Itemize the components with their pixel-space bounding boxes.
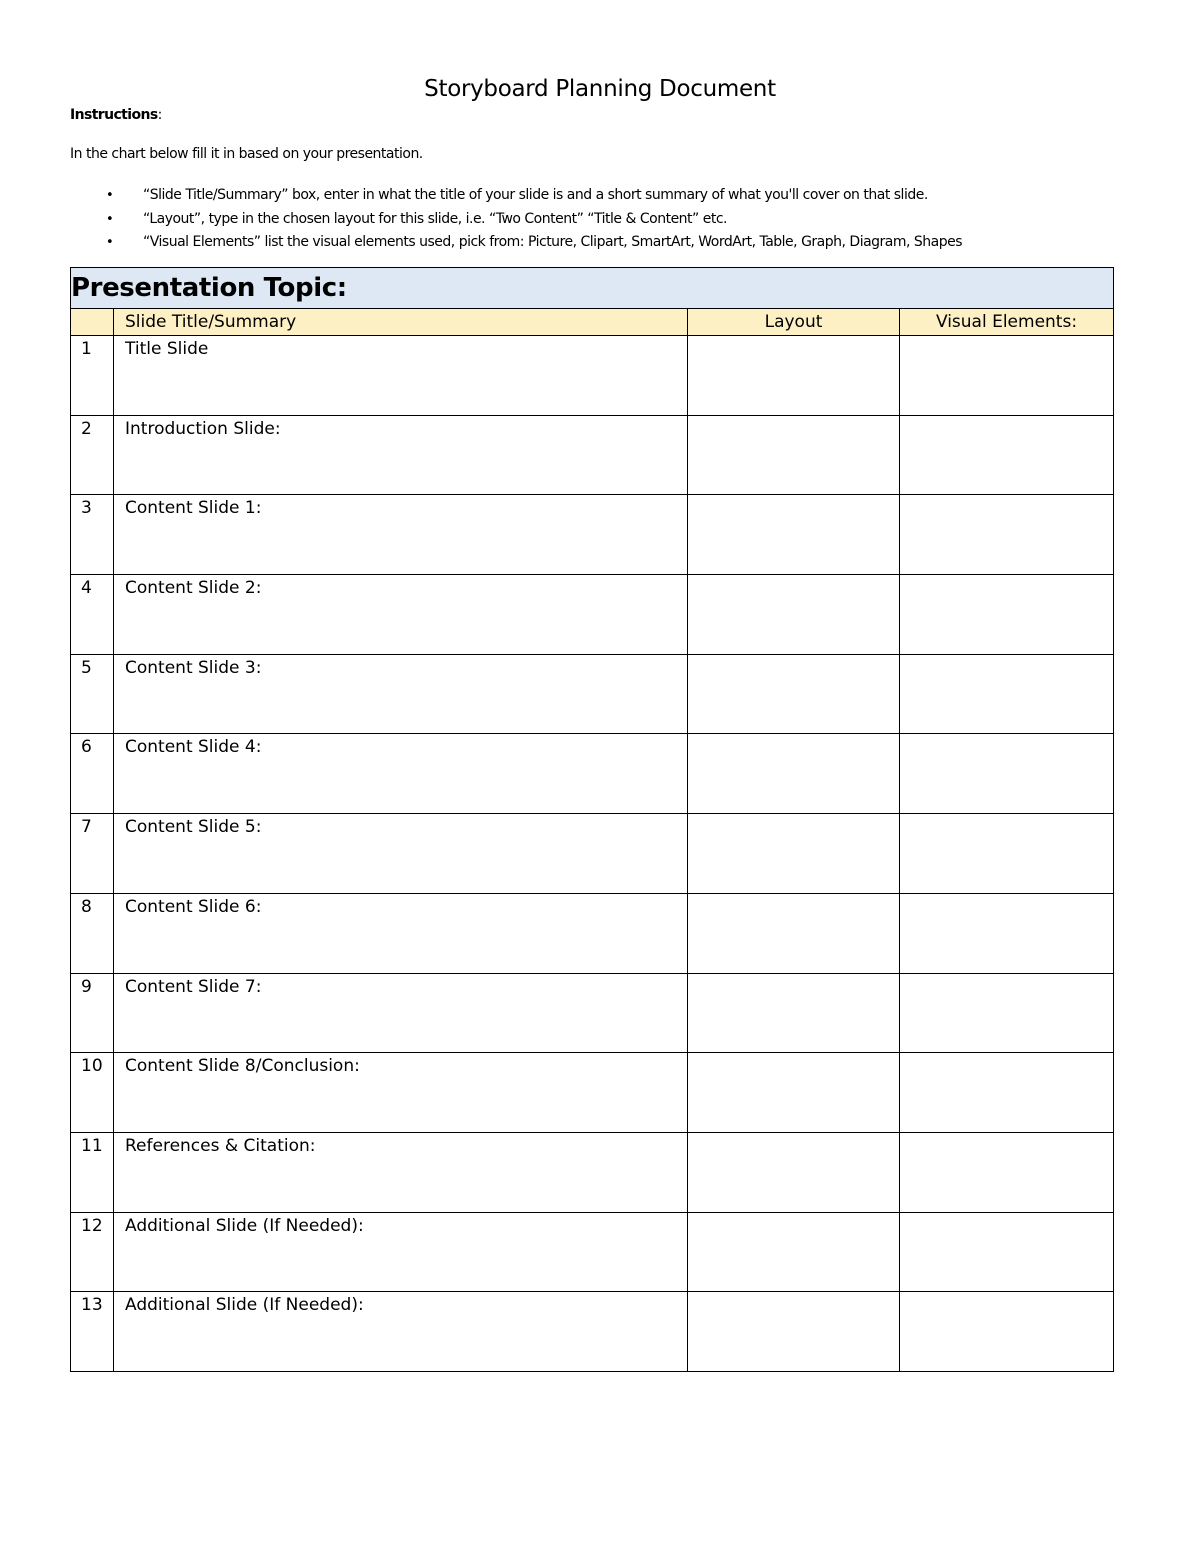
table-row <box>71 893 1114 973</box>
table-header-row <box>71 309 1114 336</box>
column-header-title: Slide Title/Summary <box>114 309 688 336</box>
layout-cell[interactable] <box>688 1132 900 1212</box>
table-row <box>71 336 1114 416</box>
table-row <box>71 1212 1114 1292</box>
page-title: Storyboard Planning Document <box>424 76 776 102</box>
visual-elements-cell[interactable] <box>900 893 1114 973</box>
slide-title-cell[interactable]: Additional Slide (If Needed): <box>114 1292 688 1372</box>
visual-elements-cell[interactable] <box>900 973 1114 1053</box>
layout-cell[interactable] <box>688 336 900 416</box>
bullet-dot-icon: • <box>106 235 114 250</box>
slide-number-cell: 2 <box>71 415 114 495</box>
instructions-label-text: Instructions <box>70 107 158 123</box>
instructions-label-colon: : <box>157 107 162 123</box>
visual-elements-cell[interactable] <box>900 654 1114 734</box>
bullet-dot-icon: • <box>106 188 114 203</box>
slide-title-cell[interactable]: Content Slide 7: <box>114 973 688 1053</box>
table-row <box>71 495 1114 575</box>
visual-elements-cell[interactable] <box>900 575 1114 655</box>
instruction-bullet <box>70 231 962 255</box>
table-row <box>71 1053 1114 1133</box>
slide-number-cell: 9 <box>71 973 114 1053</box>
bullet-text: “Layout”, type in the chosen layout for this slide, i.e. “Two Content” “Title & Content” etc. <box>143 210 727 227</box>
slide-number-cell: 6 <box>71 734 114 814</box>
table-row <box>71 814 1114 894</box>
visual-elements-cell[interactable] <box>900 336 1114 416</box>
storyboard-table <box>70 267 1114 1372</box>
slide-title-cell[interactable]: Content Slide 2: <box>114 575 688 655</box>
layout-cell[interactable] <box>688 1053 900 1133</box>
visual-elements-cell[interactable] <box>900 734 1114 814</box>
presentation-topic-label: Presentation Topic: <box>71 273 347 303</box>
layout-cell[interactable] <box>688 814 900 894</box>
visual-elements-cell[interactable] <box>900 1292 1114 1372</box>
table-row <box>71 973 1114 1053</box>
table-row <box>71 1132 1114 1212</box>
table-row <box>71 734 1114 814</box>
slide-number-cell: 12 <box>71 1212 114 1292</box>
visual-elements-cell[interactable] <box>900 495 1114 575</box>
layout-cell[interactable] <box>688 973 900 1053</box>
visual-elements-cell[interactable] <box>900 415 1114 495</box>
slide-title-cell[interactable]: Content Slide 3: <box>114 654 688 734</box>
instruction-bullet <box>70 184 962 208</box>
layout-cell[interactable] <box>688 1292 900 1372</box>
instructions-label <box>70 106 162 124</box>
slide-number-cell: 10 <box>71 1053 114 1133</box>
presentation-topic-cell[interactable] <box>71 268 1114 309</box>
instruction-bullet <box>70 208 962 232</box>
column-header-number <box>71 309 114 336</box>
slide-title-cell[interactable]: Introduction Slide: <box>114 415 688 495</box>
instructions-intro: In the chart below fill it in based on your presentation. <box>70 146 423 162</box>
slide-number-cell: 11 <box>71 1132 114 1212</box>
layout-cell[interactable] <box>688 1212 900 1292</box>
bullet-text: “Visual Elements” list the visual elements used, pick from: Picture, Clipart, SmartArt, WordArt, Table, Graph, Diagram, Shapes <box>143 234 963 250</box>
slide-title-cell[interactable]: Content Slide 4: <box>114 734 688 814</box>
bullet-dot-icon: • <box>106 211 114 227</box>
slide-title-cell[interactable]: Title Slide <box>114 336 688 416</box>
visual-elements-cell[interactable] <box>900 1212 1114 1292</box>
slide-title-cell[interactable]: Content Slide 8/Conclusion: <box>114 1053 688 1133</box>
slide-title-cell[interactable]: Content Slide 5: <box>114 814 688 894</box>
slide-number-cell: 1 <box>71 336 114 416</box>
bullet-text: “Slide Title/Summary” box, enter in what the title of your slide is and a short summary of what you'll cover on that slide. <box>143 187 928 203</box>
layout-cell[interactable] <box>688 734 900 814</box>
instruction-bullet-list <box>70 184 962 255</box>
table-row <box>71 654 1114 734</box>
topic-row <box>71 268 1114 309</box>
slide-number-cell: 3 <box>71 495 114 575</box>
layout-cell[interactable] <box>688 575 900 655</box>
slide-number-cell: 13 <box>71 1292 114 1372</box>
visual-elements-cell[interactable] <box>900 814 1114 894</box>
slide-title-cell[interactable]: Additional Slide (If Needed): <box>114 1212 688 1292</box>
layout-cell[interactable] <box>688 415 900 495</box>
slide-number-cell: 4 <box>71 575 114 655</box>
slide-number-cell: 8 <box>71 893 114 973</box>
table-row <box>71 1292 1114 1372</box>
slide-number-cell: 5 <box>71 654 114 734</box>
layout-cell[interactable] <box>688 893 900 973</box>
visual-elements-cell[interactable] <box>900 1053 1114 1133</box>
slide-title-cell[interactable]: References & Citation: <box>114 1132 688 1212</box>
layout-cell[interactable] <box>688 495 900 575</box>
column-header-visual: Visual Elements: <box>900 309 1114 336</box>
slide-title-cell[interactable]: Content Slide 1: <box>114 495 688 575</box>
table-row <box>71 575 1114 655</box>
slide-number-cell: 7 <box>71 814 114 894</box>
slide-title-cell[interactable]: Content Slide 6: <box>114 893 688 973</box>
layout-cell[interactable] <box>688 654 900 734</box>
visual-elements-cell[interactable] <box>900 1132 1114 1212</box>
table-row <box>71 415 1114 495</box>
column-header-layout: Layout <box>688 309 900 336</box>
